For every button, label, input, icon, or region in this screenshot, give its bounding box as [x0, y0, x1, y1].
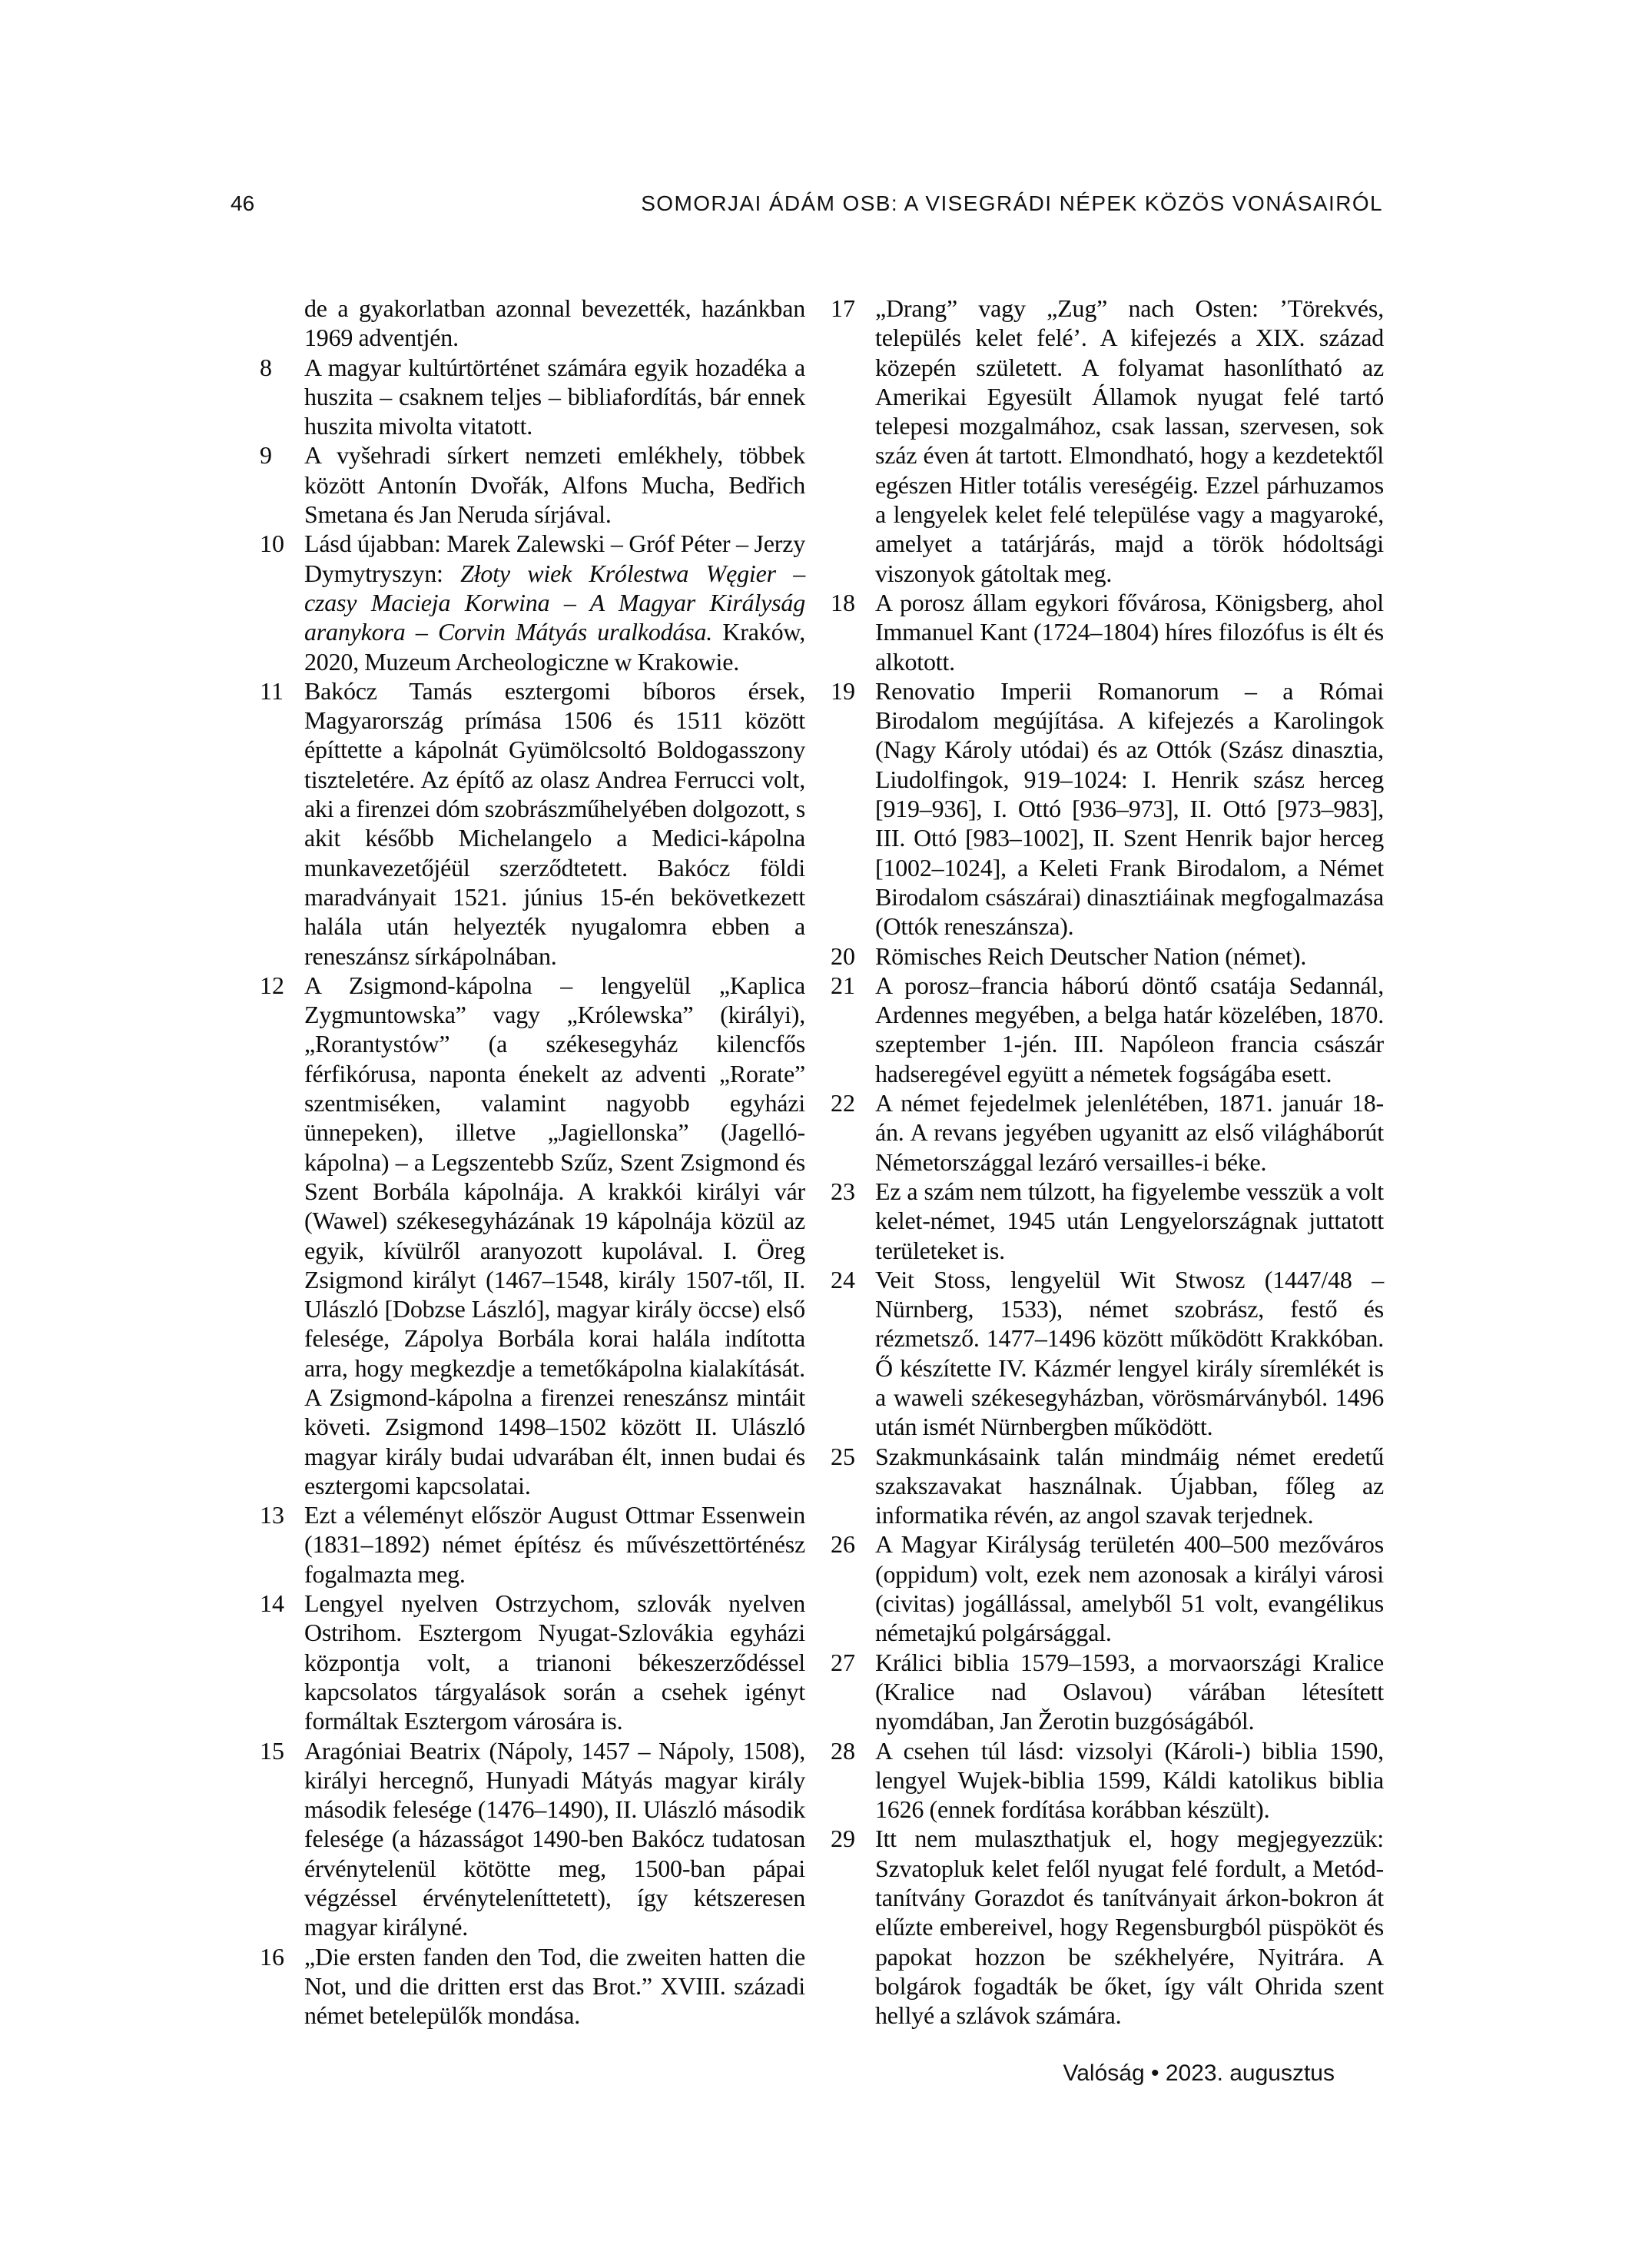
endnote-text-segment: A porosz állam egykori fővárosa, Königsberg, ahol Immanuel Kant (1724–1804) híres filozófus is élt és alkotott. [875, 588, 1384, 676]
endnote-item [831, 1088, 1384, 1177]
endnote-text [875, 1177, 1384, 1265]
endnote-item [831, 1824, 1384, 2030]
endnote-number: 15 [260, 1736, 284, 1765]
endnote-text-segment: Aragóniai Beatrix (Nápoly, 1457 – Nápoly, 1508), királyi hercegnő, Hunyadi Mátyás magyar király második felesége (1476–1490), II. Ulászló második felesége (a házasságot 1490-ben Bakócz tudatosan érvénytelenül kötötte meg, 1500-ban pápai végzéssel érvényteleníttetett), így kétszeresen magyar királyné. [304, 1736, 805, 1941]
endnote-text [875, 676, 1384, 941]
endnote-text-segment: „Drang” vagy „Zug” nach Osten: ’Törekvés, település kelet felé’. A kifejezés a XIX. század közepén született. A folyamat hasonlítható az Amerikai Egyesült Államok nyugat felé tartó telepesi mozgalmához, csak lassan, szervesen, sok száz éven át tartott. Elmondható, hogy a kezdetektől egészen Hitler totális vereségéig. Ezzel párhuzamos a lengyelek kelet felé települése vagy a magyaroké, amelyet a tatárjárás, majd a török hódoltsági viszonyok gátoltak meg. [875, 294, 1384, 587]
endnote-number: 21 [831, 971, 855, 999]
endnote-text [304, 1589, 805, 1735]
endnote-text [304, 294, 805, 353]
endnote-item [831, 1265, 1384, 1442]
endnote-text-segment: Ez a szám nem túlzott, ha figyelembe vesszük a volt kelet-német, 1945 után Lengyelországnak juttatott területeket is. [875, 1177, 1384, 1264]
endnote-text [304, 676, 805, 971]
endnote-number: 12 [260, 971, 284, 999]
endnote-number: 27 [831, 1648, 855, 1676]
endnote-number: 18 [831, 588, 855, 616]
endnote-text [875, 1442, 1384, 1530]
endnote-text [875, 588, 1384, 676]
endnotes-column-right [831, 294, 1384, 2031]
endnote-item [831, 1177, 1384, 1265]
endnote-item [831, 294, 1384, 588]
endnote-number: 8 [260, 353, 272, 381]
endnote-number: 9 [260, 441, 272, 470]
endnote-item [260, 353, 805, 441]
endnote-text-segment: Veit Stoss, lengyelül Wit Stwosz (1447/48 – Nürnberg, 1533), német szobrász, festő és rézmetsző. 1477–1496 között működött Krakkóban. Ő készítette IV. Kázmér lengyel király síremlékét is a waweli székesegyházban, vörösmárványból. 1496 után ismét Nürnbergben működött. [875, 1265, 1384, 1441]
endnote-text-segment: A porosz–francia háború döntő csatája Sedannál, Ardennes megyében, a belga határ közelében, 1870. szeptember 1-jén. III. Napóleon francia császár hadseregével együtt a németek fogságába esett. [875, 971, 1384, 1088]
endnote-text-segment: Lásd újabban: Marek Zalewski – Gróf Péter – Jerzy Dymytryszyn: [304, 530, 805, 587]
endnote-item [260, 676, 805, 971]
endnote-number: 22 [831, 1089, 855, 1117]
endnote-text [875, 1648, 1384, 1736]
endnote-text-segment: Ezt a véleményt először August Ottmar Essenwein (1831–1892) német építész és művészettörténész fogalmazta meg. [304, 1501, 805, 1588]
endnote-item [831, 1736, 1384, 1825]
endnote-item [260, 971, 805, 1500]
running-header [231, 192, 1383, 215]
endnotes-column-left [260, 294, 805, 2031]
running-title: SOMORJAI ÁDÁM OSB: A VISEGRÁDI NÉPEK KÖZÖS VONÁSAIRÓL [641, 191, 1383, 215]
endnote-text-segment: Szakmunkásaink talán mindmáig német eredetű szakszavakat használnak. Újabban, főleg az informatika révén, az angol szavak terjednek. [875, 1442, 1384, 1529]
endnote-item [831, 941, 1384, 971]
endnote-text-segment: A vyšehradi sírkert nemzeti emlékhely, többek között Antonín Dvořák, Alfons Mucha, Bedřich Smetana és Jan Neruda sírjával. [304, 441, 805, 529]
endnote-text [304, 529, 805, 676]
endnote-text-segment: Bakócz Tamás esztergomi bíboros érsek, Magyarország prímása 1506 és 1511 között építtette a kápolnát Gyümölcsoltó Boldogasszony tiszteletére. Az építő az olasz Andrea Ferrucci volt, aki a firenzei dóm szobrászműhelyében dolgozott, s akit később Michelangelo a Medici-kápolna munkavezetőjéül szerződtetett. Bakócz földi maradványait 1521. június 15-én bekövetkezett halála után helyezték nyugalomra ebben a reneszánsz sírkápolnában. [304, 676, 805, 970]
footer-journal-date: Valóság • 2023. augusztus [1063, 2060, 1335, 2086]
endnote-text [304, 1942, 805, 2031]
endnote-text [875, 1529, 1384, 1647]
endnote-text [875, 941, 1384, 971]
endnote-item [260, 1942, 805, 2031]
endnote-text [304, 1736, 805, 1942]
endnote-text [304, 971, 805, 1500]
endnote-item [831, 676, 1384, 941]
endnote-text-segment: A csehen túl lásd: vizsolyi (Károli-) biblia 1590, lengyel Wujek-biblia 1599, Káldi katolikus biblia 1626 (ennek fordítása korábban készült). [875, 1736, 1384, 1824]
endnote-number: 29 [831, 1825, 855, 1853]
endnote-number: 17 [831, 294, 855, 322]
endnote-number: 14 [260, 1589, 284, 1618]
endnote-number: 10 [260, 530, 284, 558]
endnote-item [831, 1442, 1384, 1530]
endnote-text-segment: Lengyel nyelven Ostrzychom, szlovák nyelven Ostrihom. Esztergom Nyugat-Szlovákia egyházi központja volt, a trianoni békeszerződéssel kapcsolatos tárgyalások során a csehek igényt formáltak Esztergom városára is. [304, 1589, 805, 1735]
endnote-text-segment: A Magyar Királyság területén 400–500 mezőváros (oppidum) volt, ezek nem azonosak a királyi városi (civitas) jogállással, amelyből 51 volt, evangélikus németajkú polgársággal. [875, 1530, 1384, 1647]
endnote-text [875, 1088, 1384, 1177]
endnote-item [831, 1648, 1384, 1736]
endnote-number: 11 [260, 676, 284, 705]
endnote-number: 25 [831, 1442, 855, 1470]
endnotes-section [260, 294, 1384, 2031]
endnote-item [831, 1529, 1384, 1647]
endnote-text-segment: Römisches Reich Deutscher Nation (német). [875, 941, 1307, 970]
endnote-text-segment: Itt nem mulaszthatjuk el, hogy megjegyezzük: Szvatopluk kelet felől nyugat felé fordult, a Metód-tanítvány Gorazdot és tanítványait árkon-bokron át elűzte embereivel, hogy Regensburgból püspököt és papokat hozzon be székhelyére, Nyitrára. A bolgárok fogadták be őket, így vált Ohrida szent hellyé a szlávok számára. [875, 1825, 1384, 2030]
endnote-text [875, 1736, 1384, 1825]
endnote-text-segment: A Zsigmond-kápolna – lengyelül „Kaplica Zygmuntowska” vagy „Królewska” (királyi), „Rorantystów” (a székesegyház kilencfős férfikórusa, naponta énekelt az adventi „Rorate” szentmiséken, valamint nagyobb egyházi ünnepeken), illetve „Jagiellonska” (Jagelló-kápolna) – a Legszentebb Szűz, Szent Zsigmond és Szent Borbála kápolnája. A krakkói királyi vár (Wawel) székesegyházának 19 kápolnája közül az egyik, kívülről aranyozott kupolával. I. Öreg Zsigmond királyt (1467–1548, király 1507-től, II. Ulászló [Dobzse László], magyar király öccse) első felesége, Zápolya Borbála korai halála indította arra, hogy megkezdje a temetőkápolna kialakítását. A Zsigmond-kápolna a firenzei reneszánsz mintáit követi. Zsigmond 1498–1502 között II. Ulászló magyar király budai udvarában élt, innen budai és esztergomi kapcsolatai. [304, 971, 805, 1499]
endnote-item [831, 971, 1384, 1088]
endnote-number: 24 [831, 1265, 855, 1293]
endnote-item [260, 440, 805, 529]
endnote-number: 19 [831, 676, 855, 705]
endnote-number: 26 [831, 1530, 855, 1559]
endnote-text [875, 1265, 1384, 1442]
endnote-number: 28 [831, 1736, 855, 1765]
endnote-text-segment: de a gyakorlatban azonnal bevezették, hazánkban 1969 adventjén. [304, 294, 805, 352]
endnote-item [260, 529, 805, 676]
endnote-item [260, 294, 805, 353]
endnote-text [304, 1500, 805, 1589]
endnote-item [260, 1736, 805, 1942]
endnote-item [260, 1589, 805, 1735]
endnote-item [831, 588, 1384, 676]
endnote-number: 23 [831, 1177, 855, 1205]
endnote-text [875, 294, 1384, 588]
endnote-text-segment: Kraków, 2020, Muzeum Archeologiczne w Krakowie. [304, 618, 805, 676]
endnote-text [304, 440, 805, 529]
endnote-text-segment: „Die ersten fanden den Tod, die zweiten hatten die Not, und die dritten erst das Brot.” XVIII. századi német betelepülők mondása. [304, 1942, 805, 2030]
endnote-number: 16 [260, 1942, 284, 1971]
page-number: 46 [231, 191, 255, 215]
page-footer [260, 2060, 1335, 2087]
endnote-text-segment: Renovatio Imperii Romanorum – a Római Birodalom megújítása. A kifejezés a Karolingok (Nagy Károly utódai) és az Ottók (Szász dinasztia, Liudolfingok, 919–1024: I. Henrik szász herceg [919–936], I. Ottó [936–973], II. Ottó [973–983], III. Ottó [983–1002], II. Szent Henrik bajor herceg [1002–1024], a Keleti Frank Birodalom, a Német Birodalom császárai) dinasztiáinak megfogalmazása (Ottók reneszánsza). [875, 676, 1384, 941]
endnote-item [260, 1500, 805, 1589]
endnote-text-italic-segment: Złoty wiek Królestwa Węgier – czasy Macieja Korwina – A Magyar Királyság aranykora – Corvin Mátyás uralkodása. [304, 559, 805, 646]
endnote-number: 13 [260, 1501, 284, 1529]
endnote-text [875, 971, 1384, 1088]
endnote-text [875, 1824, 1384, 2030]
endnote-text-segment: A német fejedelmek jelenlétében, 1871. január 18-án. A revans jegyében ugyanitt az első világháborút Németországgal lezáró versailles-i béke. [875, 1089, 1384, 1176]
endnote-number: 20 [831, 941, 855, 970]
endnote-text-segment: Králici biblia 1579–1593, a morvaországi Kralice (Kralice nad Oslavou) várában létesített nyomdában, Jan Žerotin buzgóságából. [875, 1648, 1384, 1735]
endnote-text [304, 353, 805, 441]
endnote-text-segment: A magyar kultúrtörténet számára egyik hozadéka a huszita – csaknem teljes – bibliafordítás, bár ennek huszita mivolta vitatott. [304, 353, 805, 440]
